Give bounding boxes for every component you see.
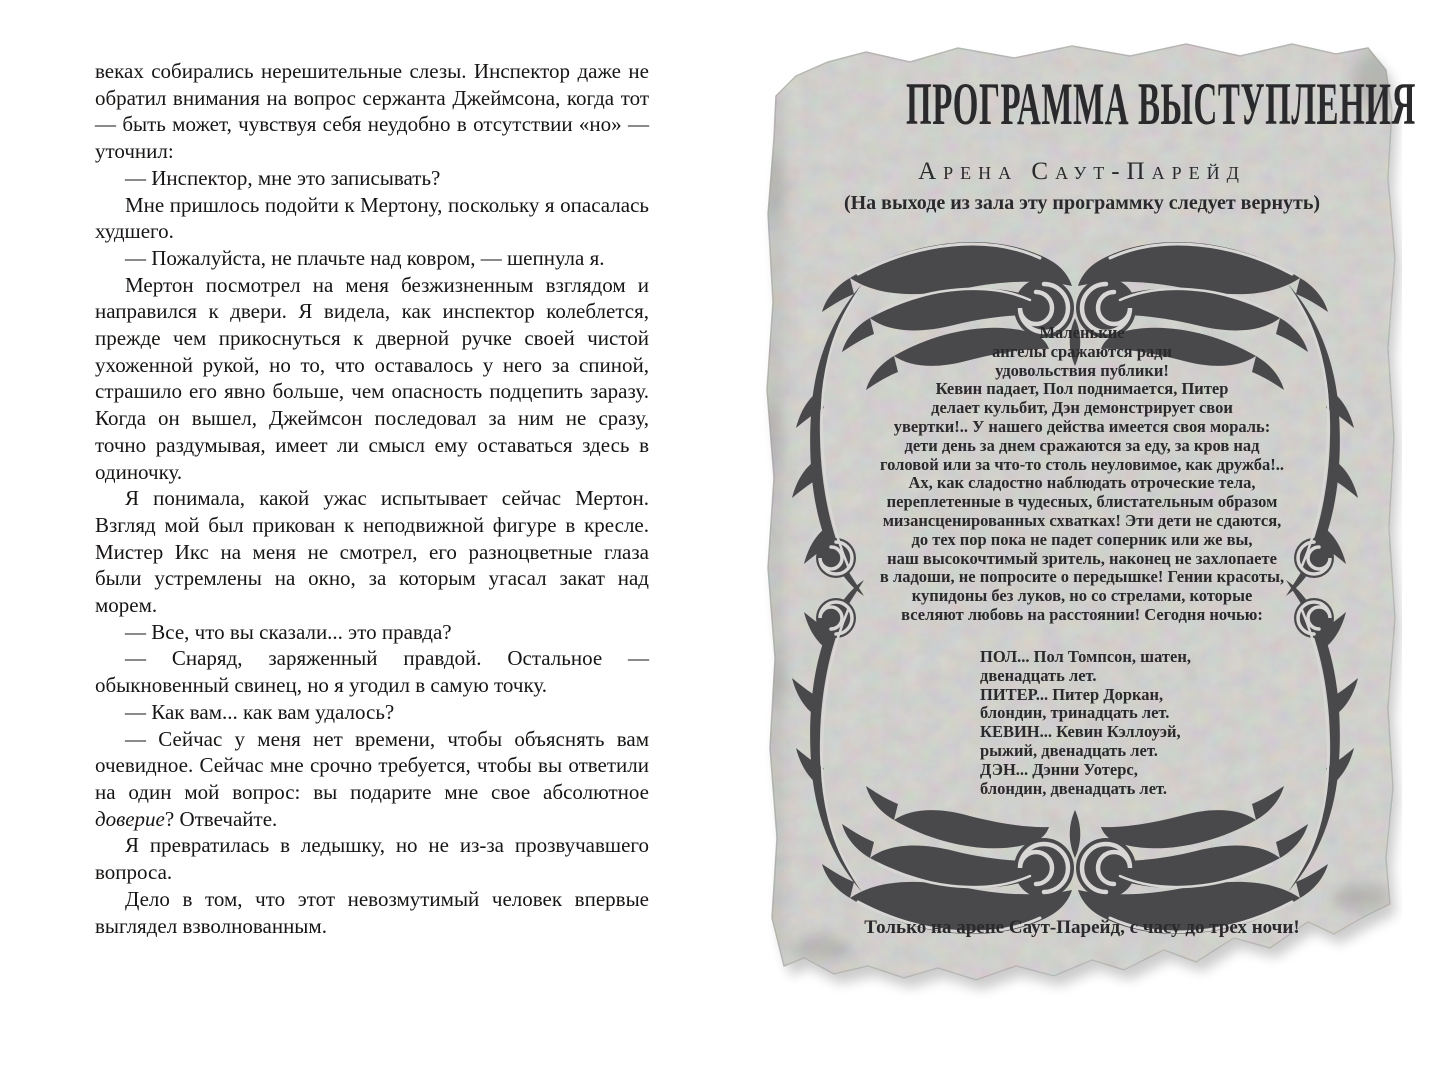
left-page-text — [95, 58, 649, 939]
paragraph: — Снаряд, заряженный правдой. Остальное — обыкновенный свинец, но я угодил в самую точку. — [95, 646, 649, 698]
paragraph: — Как вам... как вам удалось? — [125, 699, 395, 724]
paragraph: — Инспектор, мне это записывать? — [125, 165, 441, 190]
programme-title: ПРОГРАММА ВЫСТУПЛЕНИЯ — [906, 71, 1416, 137]
programme-cast-line: рыжий, двенадцать лет. — [980, 740, 1158, 760]
programme-cast-line: ДЭН... Дэнни Уотерс, — [980, 759, 1138, 779]
programme-venue: Арена Саут-Парейд — [918, 158, 1246, 185]
paragraph: — Сейчас у меня нет времени, чтобы объяснять вам очевидное. Сейчас мне срочно требуется, чтобы вы ответили на один мой вопрос: вы подарите мне свое абсолютное доверие? Отвечайте. — [95, 726, 649, 831]
programme-intro-line: вселяют любовь на расстоянии! Сегодня ночью: — [901, 604, 1263, 624]
paragraph: — Все, что вы сказали... это правда? — [125, 619, 452, 644]
programme-intro-line: увертки!.. У нашего действа имеется своя мораль: — [893, 416, 1271, 436]
programme-cast-line: двенадцать лет. — [980, 665, 1097, 685]
programme-footer: Только на арене Саут-Парейд, с часу до трех ночи! — [864, 917, 1300, 938]
programme-cast-line: КЕВИН... Кевин Кэллоуэй, — [980, 722, 1181, 742]
paragraph: Я превратилась в ледышку, но не из-за прозвучавшего вопроса. — [95, 833, 649, 885]
programme-intro-line: в ладоши, не попросите о передышке! Гении красоты, — [879, 567, 1285, 587]
programme-intro-line: переплетенные в чудесных, блистательным образом — [886, 492, 1278, 512]
programme-intro-line: Кевин падает, Пол поднимается, Питер — [935, 379, 1229, 399]
paragraph: Я понимала, какой ужас испытывает сейчас Мертон. Взгляд мой был прикован к неподвижной фигуре в кресле. Мистер Икс на меня не смотрел, его разноцветные глаза были устремлены на окно, за которым угасал закат над морем. — [95, 486, 649, 618]
paragraph: Мне пришлось подойти к Мертону, поскольку я опасалась худшего. — [95, 192, 649, 244]
programme-cast-line: блондин, тринадцать лет. — [980, 703, 1170, 723]
programme-page — [762, 18, 1416, 1028]
programme-intro-line: мизансценированных схватках! Эти дети не сдаются, — [882, 510, 1282, 530]
programme-cast-line: ПОЛ... Пол Томпсон, шатен, — [980, 647, 1191, 666]
programme-cast-line: блондин, двенадцать лет. — [980, 778, 1168, 798]
programme-intro-line: головой или за что-то столь неуловимое, как дружба!.. — [880, 454, 1284, 474]
paragraph: Мертон посмотрел на меня безжизненным взглядом и направился к двери. Я видела, как инспектор колеблется, прежде чем прикоснуться к дверной ручке своей чистой ухоженной рукой, но то, что оставалось у него за спиной, страшило его явно больше, чем опасность подцепить заразу. Когда он вышел, Джеймсон последовал за ним не сразу, точно раздумывая, имеет ли смысл ему оставаться здесь в одиночку. — [95, 272, 649, 484]
programme-intro-line: купидоны без луков, но со стрелами, которые — [911, 586, 1253, 606]
programme-intro-line: удовольствия публики! — [995, 360, 1169, 380]
programme-intro-line: дети день за днем сражаются за еду, за кров над — [904, 435, 1260, 455]
programme-intro — [762, 324, 1402, 625]
programme-cast-line: ПИТЕР... Питер Доркан, — [980, 684, 1164, 704]
programme-intro-line: ангелы сражаются ради — [992, 341, 1172, 361]
programme-intro-line: Ах, как сладостно наблюдать отроческие тела, — [908, 473, 1256, 493]
programme-cast-list — [980, 648, 1340, 798]
paragraph: веках собирались нерешительные слезы. Инспектор даже не обратил внимания на вопрос сержанта Джеймсона, когда тот — быть может, чувствуя себя неудобно в отсутствии «но» — уточнил: — [95, 59, 649, 164]
programme-intro-line: наш высокочтимый зритель, наконец не захлопаете — [887, 548, 1277, 568]
programme-intro-line: делает кульбит, Дэн демонстрирует свои — [931, 398, 1233, 418]
programme-intro-line: Маленькие — [1039, 323, 1125, 342]
paragraph: — Пожалуйста, не плачьте над ковром, — шепнула я. — [125, 245, 605, 270]
programme-return-note: (На выходе из зала эту программку следует вернуть) — [843, 192, 1321, 214]
paragraph: Дело в том, что этот невозмутимый человек впервые выглядел взволнованным. — [95, 886, 649, 938]
programme-intro-line: до тех пор пока не падет соперник или же вы, — [911, 529, 1253, 549]
